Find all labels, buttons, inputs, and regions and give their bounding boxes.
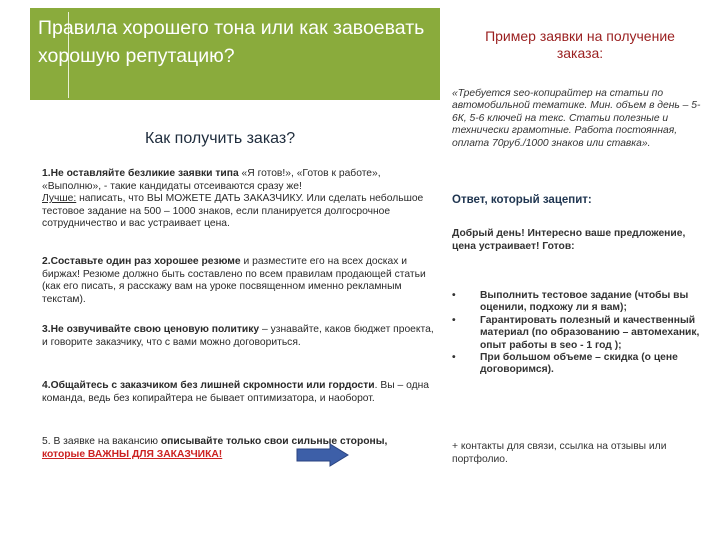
list-item bbox=[452, 315, 702, 352]
rule-1-better-label: Лучше: bbox=[42, 193, 77, 205]
slide-title: Правила хорошего тона или как завоевать хорошую репутацию? bbox=[38, 17, 425, 67]
rule-5-red: которые ВАЖНЫ ДЛЯ ЗАКАЗЧИКА! bbox=[42, 448, 223, 460]
rule-5-prefix: 5. В заявке на вакансию bbox=[42, 436, 161, 447]
rule-3-text: – узнавайте, каков бюджет проекта, и говорите заказчику, что с вами можно договориться. bbox=[42, 324, 434, 348]
answer-bullets bbox=[452, 290, 702, 377]
bullet-text: При большом объеме – скидка (о цене договоримся). bbox=[480, 352, 678, 376]
rule-3 bbox=[42, 324, 437, 349]
title-banner bbox=[30, 8, 440, 100]
bullet-text: Гарантировать полезный и качественный материал (по образованию – автомеханик, опыт работы в seo - 1 год ); bbox=[480, 314, 700, 351]
bullet-icon: • bbox=[452, 352, 456, 364]
rule-2-bold: 2.Составьте один раз хорошее резюме bbox=[42, 256, 241, 267]
bullet-icon: • bbox=[452, 290, 456, 301]
rule-1-bold: 1.Не оставляйте безликие заявки типа bbox=[42, 168, 239, 179]
rule-1-text: «Я готов!», «Готов к работе», «Выполню», - такие кандидаты отсеиваются сразу же! bbox=[42, 168, 381, 192]
right-arrow-icon bbox=[296, 443, 350, 467]
rule-5 bbox=[42, 436, 437, 461]
request-quote: «Требуется seo-копирайтер на статьи по автомобильной тематике. Мин. объем в день – 5-6К, 5-6 ключей на текс. Статьи полезные и технически грамотные. Работа постоянная, оплата 70руб./1000 знаков или ставка». bbox=[452, 88, 701, 149]
example-title: Пример заявки на получение заказа: bbox=[485, 28, 675, 61]
answer-label: Ответ, который зацепит: bbox=[452, 194, 592, 206]
contacts-note: + контакты для связи, ссылка на отзывы или портфолио. bbox=[452, 441, 667, 465]
rule-1-better-text: написать, что ВЫ МОЖЕТЕ ДАТЬ ЗАКАЗЧИКУ. Или сделать небольшое тестовое задание на 500 – 1000 знаков, если планируется долгосрочное сотрудничество и вас устраивает цена. bbox=[42, 193, 424, 230]
subtitle: Как получить заказ? bbox=[145, 130, 296, 147]
rule-2-text: и разместите его на всех досках и биржах! Резюме должно быть составлено по всем правилам продающей статьи (как его писать, я расскажу вам на уроке посвященном именно рекламным текстам). bbox=[42, 256, 426, 305]
list-item bbox=[452, 290, 702, 315]
rule-2 bbox=[42, 256, 437, 306]
rule-3-bold: 3.Не озвучивайте свою ценовую политику bbox=[42, 324, 260, 335]
list-item bbox=[452, 352, 702, 377]
greeting: Добрый день! Интересно ваше предложение, цена устраивает! Готов: bbox=[452, 228, 686, 252]
rule-4-text: . Вы – одна команда, ведь без копирайтера не бывает оптимизатора, и наоборот. bbox=[42, 380, 429, 404]
arrow-shape bbox=[297, 444, 348, 466]
rule-4 bbox=[42, 380, 437, 405]
rule-1 bbox=[42, 168, 437, 231]
rule-5-bold: описывайте только свои сильные стороны, bbox=[160, 436, 388, 447]
bullet-icon: • bbox=[452, 314, 456, 326]
rule-4-bold: 4.Общайтесь с заказчиком без лишней скромности или гордости bbox=[42, 380, 375, 391]
bullet-text: Выполнить тестовое задание (чтобы вы оценили, подхожу ли я вам); bbox=[480, 290, 689, 314]
